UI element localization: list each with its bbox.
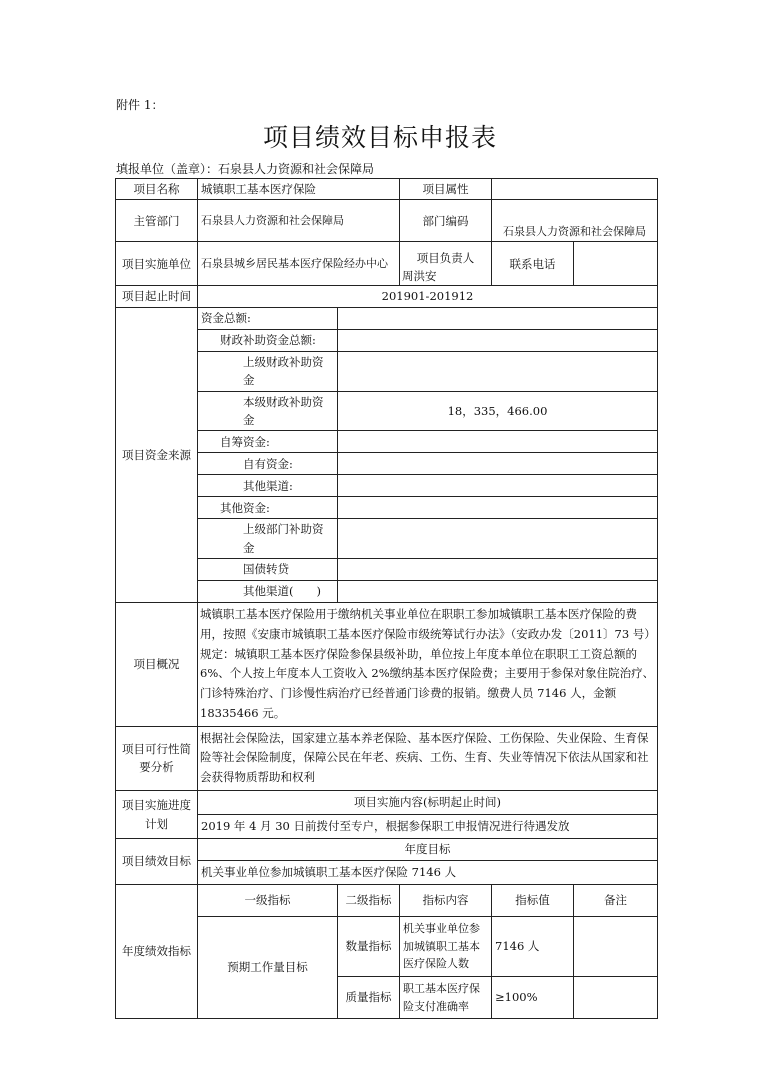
attachment-label: 附件 1： [116,98,164,112]
dept-code-label: 部门编码 [400,200,492,242]
feasibility-text: 根据社会保险法，国家建立基本养老保险、基本医疗保险、工伤保险、失业保险、生育保险等社会保险制度，保障公民在年老、疾病、工伤、生育、失业等情况下依法从国家和社会获得物质帮助和权利 [198,726,658,790]
indicator-value: 7146 人 [492,917,574,977]
progress-header: 项目实施内容(标明起止时间) [198,791,658,815]
fund-label: 自筹资金: [198,431,338,453]
indicator-header-level1: 一级指标 [198,885,338,917]
indicators-label: 年度绩效指标 [116,885,198,1019]
project-name-label: 项目名称 [116,179,198,200]
funds-label: 项目资金来源 [116,307,198,602]
indicator-note [574,917,658,977]
indicator-header-level2: 二级指标 [338,885,400,917]
project-name-value: 城镇职工基本医疗保险 [198,179,400,200]
fund-row [116,307,658,329]
feasibility-label: 项目可行性简要分析 [116,726,198,790]
row-indicator-header [116,885,658,917]
row-department [116,200,658,242]
indicator-note [574,977,658,1019]
indicator-value: ≥100% [492,977,574,1019]
row-feasibility [116,726,658,790]
leader-value: 周洪安 [402,269,437,283]
progress-label: 项目实施进度计划 [116,791,198,839]
fund-row [116,351,658,391]
fund-value [338,559,658,581]
fund-label: 其他渠道: [198,475,338,497]
row-progress-text [116,815,658,839]
project-attr-label: 项目属性 [400,179,492,200]
fund-row [116,431,658,453]
page-title: 项目绩效目标申报表 [262,123,497,152]
fund-label: 上级部门补助资金 [198,519,338,559]
fund-row [116,453,658,475]
fund-value: 18，335，466.00 [338,391,658,431]
indicator-content: 职工基本医疗保险支付准确率 [400,977,492,1019]
fund-value [338,431,658,453]
phone-value [574,242,658,286]
fund-label: 上级财政补助资金 [198,351,338,391]
progress-text: 2019 年 4 月 30 日前拨付至专户，根据参保职工申报情况进行待遇发放 [198,815,658,839]
fund-label: 财政补助资金总额: [198,329,338,351]
project-attr-value [492,179,658,200]
indicator-level2: 质量指标 [338,977,400,1019]
row-implementer [116,242,658,286]
fund-label: 本级财政补助资金 [198,391,338,431]
phone-label: 联系电话 [492,242,574,286]
fund-value [338,581,658,603]
indicator-row [116,917,658,977]
indicator-header-note: 备注 [574,885,658,917]
fund-row [116,581,658,603]
fund-value [338,453,658,475]
fund-value [338,307,658,329]
fund-value [338,475,658,497]
period-value: 201901-201912 [198,286,658,307]
dept-label: 主管部门 [116,200,198,242]
fund-label: 国债转贷 [198,559,338,581]
impl-value: 石泉县城乡居民基本医疗保险经办中心 [198,242,400,286]
row-overview [116,603,658,727]
fund-row [116,329,658,351]
fund-label: 其他渠道( ) [198,581,338,603]
indicator-level1: 预期工作量目标 [198,917,338,1019]
goal-header: 年度目标 [198,839,658,861]
fund-row [116,559,658,581]
fund-row [116,391,658,431]
fund-label: 资金总额: [198,307,338,329]
filling-unit: 填报单位（盖章）：石泉县人力资源和社会保障局 [116,162,375,176]
indicator-header-content: 指标内容 [400,885,492,917]
overview-text: 城镇职工基本医疗保险用于缴纳机关事业单位在职职工参加城镇职工基本医疗保险的费用，按照《安康市城镇职工基本医疗保险市级统筹试行办法》（安政办发〔2011〕73 号）规定：城镇职工基本医疗保险参保县级补助，单位按上年度本单位在职职工工资总额的 6%、个人按上年度本人工资收入 2%缴纳基本医疗保险费；主要用于参保对象住院治疗、门诊特殊治疗、门诊慢性病治疗已经普通门诊费的报销。缴费人员 7146 人，金额 18335466 元。 [198,603,658,727]
row-goal-text [116,861,658,885]
fund-row [116,475,658,497]
indicator-header-value: 指标值 [492,885,574,917]
row-progress-header [116,791,658,815]
fund-label: 其他资金: [198,497,338,519]
fund-value [338,329,658,351]
fund-row [116,519,658,559]
period-label: 项目起止时间 [116,286,198,307]
fund-label: 自有资金: [198,453,338,475]
goal-text: 机关事业单位参加城镇职工基本医疗保险 7146 人 [198,861,658,885]
dept-code-value: 石泉县人力资源和社会保障局 [492,200,658,242]
leader-cell [400,242,492,286]
row-period [116,286,658,307]
impl-label: 项目实施单位 [116,242,198,286]
indicator-level2: 数量指标 [338,917,400,977]
fund-value [338,497,658,519]
leader-label: 项目负责人 [416,250,475,265]
indicator-content: 机关事业单位参加城镇职工基本医疗保险人数 [400,917,492,977]
dept-value: 石泉县人力资源和社会保障局 [198,200,400,242]
fund-value [338,351,658,391]
performance-form-table [115,178,658,1019]
fund-row [116,497,658,519]
fund-value [338,519,658,559]
row-project-name [116,179,658,200]
goal-label: 项目绩效目标 [116,839,198,885]
overview-label: 项目概况 [116,603,198,727]
row-goal-header [116,839,658,861]
